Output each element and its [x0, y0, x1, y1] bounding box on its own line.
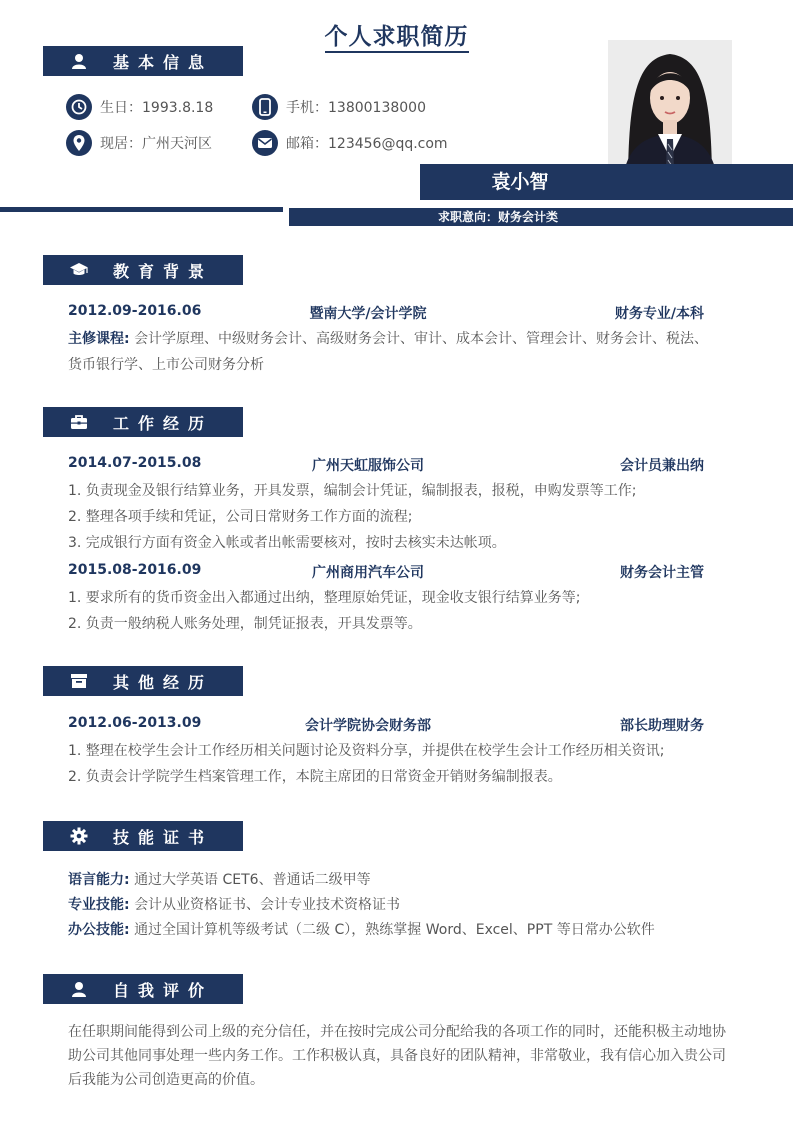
person-icon	[67, 52, 91, 70]
job-row	[68, 455, 704, 475]
phone-text: 手机：13800138000	[286, 100, 426, 116]
job-company: 广州天虹服饰公司	[312, 458, 424, 474]
education-row	[68, 303, 704, 323]
email-text: 邮箱：123456@qq.com	[286, 136, 448, 152]
resume-title-text: 个人求职简历	[325, 24, 469, 53]
self-eval-text: 在任职期间能得到公司上级的充分信任，并在按时完成公司分配给我的各项工作的同时，还能积极主动地协助公司其他同事处理一些内务工作。工作积极认真，具备良好的团队精神，非常敬业，我有信心加入贵公司后我能为公司创造更高的价值。	[68, 1024, 726, 1088]
job-duty: 1. 负责现金及银行结算业务，开具发票，编制会计凭证，编制报表，报税，申购发票等工作;	[68, 483, 637, 499]
candidate-name: 袁小智	[491, 171, 549, 193]
info-email	[252, 130, 448, 156]
briefcase-icon	[67, 413, 91, 431]
section-header-education	[43, 255, 243, 285]
archive-box-icon	[67, 672, 91, 690]
location-text: 现居：广州天河区	[100, 136, 212, 152]
divider-line	[0, 207, 283, 212]
skill-value: 通过全国计算机等级考试（二级 C），熟练掌握 Word、Excel、PPT 等日常办公软件	[134, 922, 655, 938]
section-title: 其他经历	[113, 672, 214, 692]
info-birthday	[66, 94, 213, 120]
courses-text: 会计学原理、中级财务会计、高级财务会计、审计、成本会计、管理会计、财务会计、税法、	[134, 331, 709, 347]
location-pin-icon	[66, 130, 92, 156]
skill-professional	[68, 894, 728, 914]
section-title: 基本信息	[113, 52, 214, 72]
other-duty: 2. 负责会计学院学生档案管理工作，本院主席团的日常资金开销财务编制报表。	[68, 769, 562, 785]
other-org: 会计学院协会财务部	[305, 718, 431, 734]
info-phone	[252, 94, 426, 120]
skill-office	[68, 919, 728, 939]
section-header-work	[43, 407, 243, 437]
job-row	[68, 562, 704, 582]
skill-value: 通过大学英语 CET6、普通话二级甲等	[134, 872, 371, 888]
job-duty: 3. 完成银行方面有资金入帐或者出帐需要核对，按时去核实未达帐项。	[68, 535, 506, 551]
objective-bar	[289, 208, 793, 226]
education-period: 2012.09-2016.06	[68, 303, 202, 319]
job-duty: 1. 要求所有的货币资金出入都通过出纳，整理原始凭证，现金收支银行结算业务等;	[68, 590, 581, 606]
education-major: 财务专业/本科	[614, 306, 704, 322]
courses-label: 主修课程:	[68, 331, 130, 347]
section-header-other	[43, 666, 243, 696]
section-title: 技能证书	[113, 827, 214, 847]
graduation-cap-icon	[67, 261, 91, 279]
other-period: 2012.06-2013.09	[68, 715, 202, 731]
section-header-self-eval	[43, 974, 243, 1004]
skill-language	[68, 869, 728, 889]
job-role: 财务会计主管	[620, 565, 704, 581]
birthday-text: 生日：1993.8.18	[100, 100, 214, 116]
info-location	[66, 130, 212, 156]
section-title: 自我评价	[113, 980, 214, 1000]
person-icon	[67, 980, 91, 998]
job-duty: 2. 负责一般纳税人账务处理，制凭证报表，开具发票等。	[68, 616, 422, 632]
objective-text: 求职意向：财务会计类	[438, 210, 559, 224]
section-title: 工作经历	[113, 413, 214, 433]
clock-icon	[66, 94, 92, 120]
skill-label: 办公技能:	[68, 922, 130, 938]
section-header-skills	[43, 821, 243, 851]
education-courses-line2: 货币银行学、上市公司财务分析	[68, 357, 264, 373]
job-role: 会计员兼出纳	[620, 458, 704, 474]
phone-icon	[252, 94, 278, 120]
section-header-basic-info	[43, 46, 243, 76]
other-role: 部长助理财务	[620, 718, 704, 734]
other-row	[68, 715, 704, 735]
education-courses-line1	[68, 328, 728, 348]
job-company: 广州商用汽车公司	[312, 565, 424, 581]
gear-icon	[67, 827, 91, 845]
other-duty: 1. 整理在校学生会计工作经历相关问题讨论及资料分享，并提供在校学生会计工作经历相关资讯;	[68, 743, 665, 759]
skill-value: 会计从业资格证书、会计专业技术资格证书	[134, 897, 401, 913]
job-duty: 2. 整理各项手续和凭证，公司日常财务工作方面的流程;	[68, 509, 413, 525]
education-school: 暨南大学/会计学院	[309, 306, 427, 322]
skill-label: 语言能力:	[68, 872, 130, 888]
job-period: 2015.08-2016.09	[68, 562, 202, 578]
job-period: 2014.07-2015.08	[68, 455, 202, 471]
section-title: 教育背景	[113, 261, 214, 281]
skill-label: 专业技能:	[68, 897, 130, 913]
envelope-icon	[252, 130, 278, 156]
